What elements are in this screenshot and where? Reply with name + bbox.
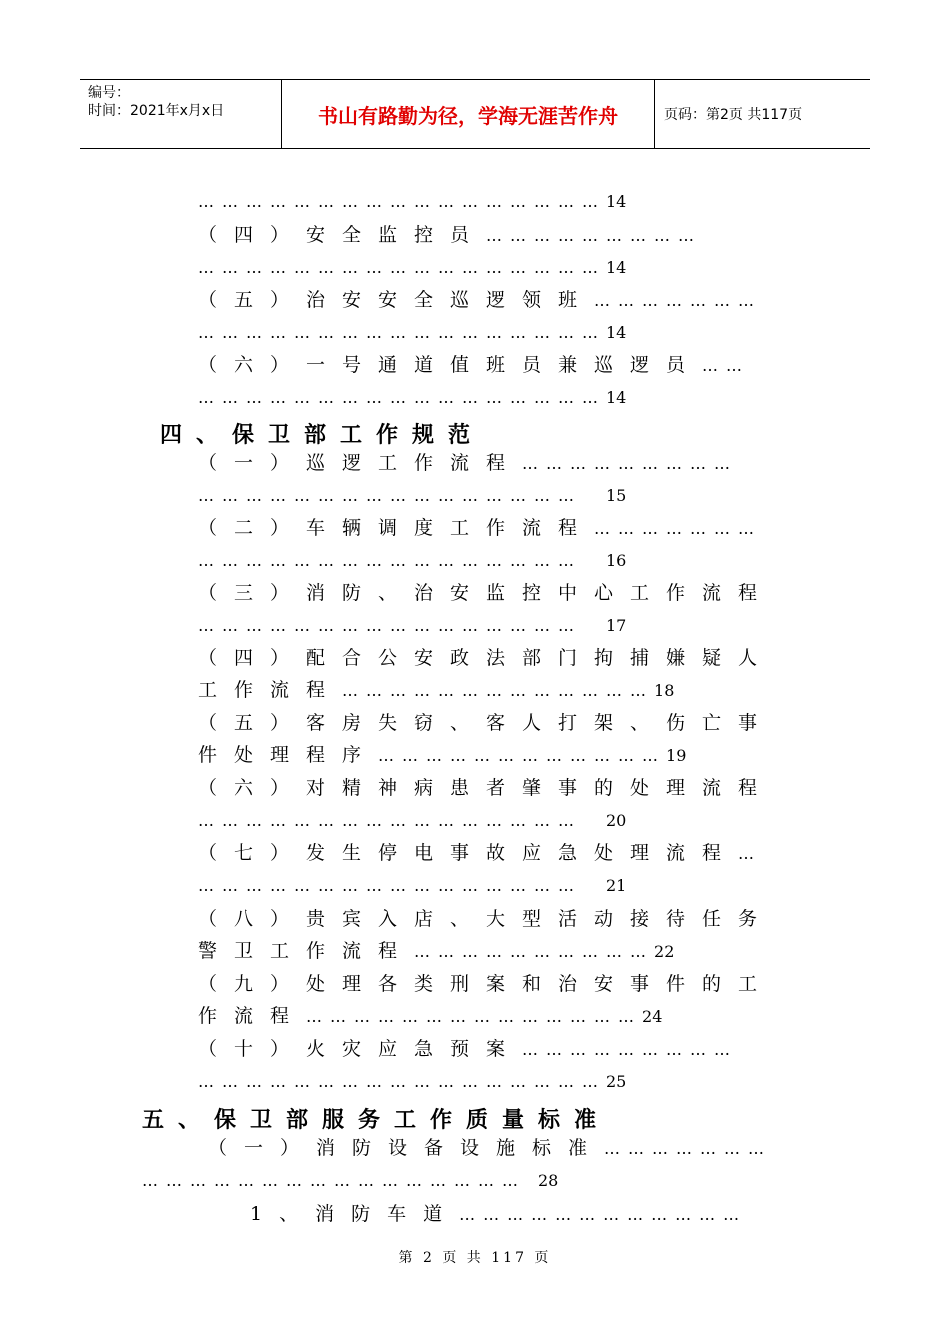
- toc-line: [198, 940, 674, 963]
- toc-line[interactable]: [198, 517, 762, 540]
- toc-line[interactable]: [198, 582, 774, 605]
- toc-page-number: 17: [606, 616, 627, 635]
- toc-dots: ……………………………………………: [198, 258, 606, 277]
- toc-line[interactable]: [198, 1038, 738, 1061]
- toc-page-number: 16: [606, 551, 627, 570]
- toc-dots: …………………………………: [342, 681, 655, 700]
- toc-dots: …………………: [604, 1139, 773, 1158]
- toc-page-number: 14: [606, 323, 627, 342]
- toc-line: [198, 744, 686, 767]
- toc-dots: ………………………: [522, 1040, 739, 1059]
- toc-dots: …………………………………………: [198, 811, 582, 830]
- toc-line[interactable]: [198, 289, 762, 312]
- toc-page-number: 28: [538, 1171, 559, 1190]
- toc-dots: …………………………………………: [142, 1171, 526, 1190]
- toc-page-number: 20: [606, 811, 627, 830]
- toc-line[interactable]: [198, 647, 774, 670]
- toc-dots: ………………………………: [459, 1205, 748, 1224]
- toc-dots: ……: [702, 356, 751, 375]
- toc-entry-text: （三）消防、治安监控中心工作流程: [198, 582, 775, 604]
- toc-entry-text: （六）一号通道值班员兼巡逻员: [198, 354, 703, 376]
- toc-entry-text: 1、消防车道: [250, 1203, 460, 1225]
- header-page-info: 页码：第2页 共117页: [664, 107, 803, 123]
- document-number-label: 编号：: [88, 85, 130, 101]
- toc-entry-text: （五）治安安全巡逻领班: [198, 289, 595, 311]
- toc-line: [198, 1005, 662, 1028]
- toc-entry-text: （一）巡逻工作流程: [198, 452, 523, 474]
- toc-line: [198, 190, 626, 213]
- document-time-label: 时间：2021年x月x日: [88, 103, 225, 119]
- toc-entry-text: （六）对精神病患者肇事的处理流程: [198, 777, 775, 799]
- toc-page-number: 18: [654, 681, 675, 700]
- toc-line[interactable]: [208, 1137, 772, 1160]
- toc-dots: ……………………………………………: [198, 388, 606, 407]
- toc-entry-text: 作流程: [198, 1005, 307, 1027]
- toc-line: [198, 549, 626, 572]
- toc-line: [198, 614, 626, 637]
- toc-dots: …………………………………………: [198, 551, 582, 570]
- toc-line: [198, 679, 674, 702]
- toc-entry-text: （八）贵宾入店、大型活动接待任务: [198, 908, 775, 930]
- toc-line[interactable]: [198, 842, 762, 865]
- toc-page-number: 14: [606, 258, 627, 277]
- toc-line[interactable]: [198, 354, 750, 377]
- toc-dots: …………………………………………: [198, 876, 582, 895]
- toc-line: [198, 1070, 626, 1093]
- toc-dots: ……………………………………: [306, 1007, 643, 1026]
- toc-line[interactable]: [250, 1203, 747, 1226]
- toc-line: [198, 874, 626, 897]
- toc-page-number: 25: [606, 1072, 627, 1091]
- toc-entry-text: （九）处理各类刑案和治安事件的工: [198, 973, 775, 995]
- toc-entry-text: （一）消防设备设施标准: [208, 1137, 605, 1159]
- section-heading[interactable]: 四、保卫部工作规范: [160, 422, 485, 448]
- toc-line: [142, 1169, 558, 1192]
- toc-dots: …………………………: [414, 942, 655, 961]
- toc-entry-text: （四）安全监控员: [198, 224, 487, 246]
- header-motto: 书山有路勤为径，学海无涯苦作舟: [318, 103, 618, 128]
- toc-dots: ……………………………………………: [198, 192, 606, 211]
- toc-entry-text: 工作流程: [198, 679, 343, 701]
- toc-entry-text: （七）发生停电事故应急处理流程: [198, 842, 739, 864]
- toc-dots: ……………………………………………: [198, 1072, 606, 1091]
- toc-dots: ………………………: [522, 454, 739, 473]
- toc-dots: …………………: [594, 291, 763, 310]
- page-footer: 第 2 页 共 117 页: [398, 1250, 552, 1266]
- toc-line[interactable]: [198, 973, 774, 996]
- toc-line: [198, 809, 626, 832]
- toc-line: [198, 386, 626, 409]
- toc-dots: …: [738, 844, 763, 863]
- toc-dots: …………………………………………: [198, 616, 582, 635]
- toc-line[interactable]: [198, 908, 774, 931]
- toc-page-number: 14: [606, 192, 627, 211]
- toc-page-number: 21: [606, 876, 627, 895]
- toc-line[interactable]: [198, 452, 738, 475]
- toc-page-number: 15: [606, 486, 627, 505]
- toc-line[interactable]: [198, 712, 774, 735]
- toc-entry-text: （五）客房失窃、客人打架、伤亡事: [198, 712, 775, 734]
- toc-entry-text: （十）火灾应急预案: [198, 1038, 523, 1060]
- toc-entry-text: 件处理程序: [198, 744, 379, 766]
- toc-dots: …………………: [594, 519, 763, 538]
- toc-page-number: 14: [606, 388, 627, 407]
- toc-dots: ……………………………………………: [198, 323, 606, 342]
- toc-line[interactable]: [198, 224, 702, 247]
- toc-line: [198, 256, 626, 279]
- toc-page-number: 22: [654, 942, 675, 961]
- toc-page-number: 19: [666, 746, 687, 765]
- toc-entry-text: （二）车辆调度工作流程: [198, 517, 595, 539]
- toc-line: [198, 484, 626, 507]
- toc-entry-text: （四）配合公安政法部门拘捕嫌疑人: [198, 647, 775, 669]
- toc-line: [198, 321, 626, 344]
- section-heading[interactable]: 五、保卫部服务工作质量标准: [142, 1107, 611, 1133]
- toc-entry-text: 警卫工作流程: [198, 940, 415, 962]
- toc-page-number: 24: [642, 1007, 663, 1026]
- toc-line[interactable]: [198, 777, 774, 800]
- toc-dots: ………………………: [486, 226, 703, 245]
- toc-dots: ………………………………: [378, 746, 667, 765]
- toc-dots: …………………………………………: [198, 486, 582, 505]
